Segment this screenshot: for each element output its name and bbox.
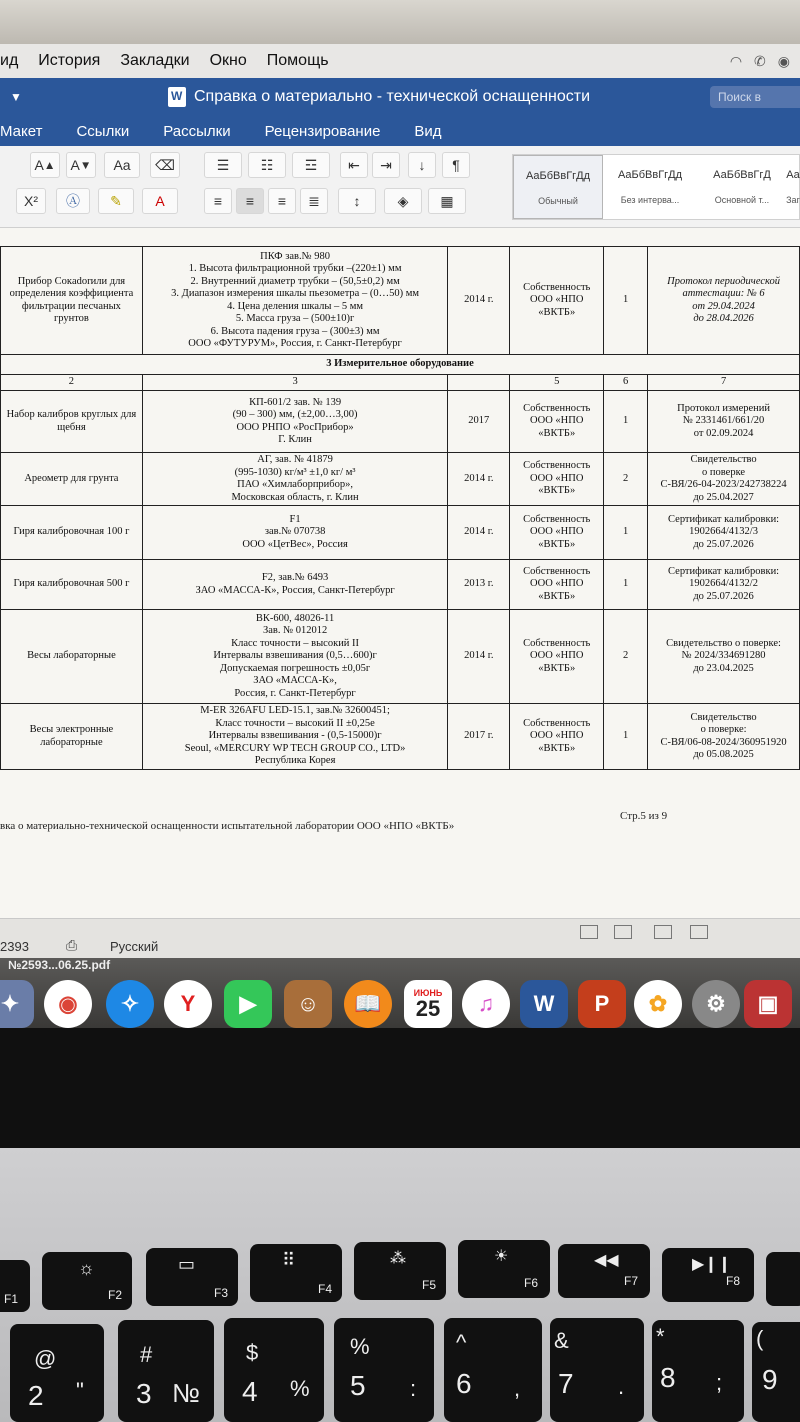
keyboard-light-up-icon: ☀	[494, 1248, 509, 1265]
text-effects-icon[interactable]: Ⓐ	[56, 188, 90, 214]
style-no-spacing[interactable]: АаБбВвГгДд Без интерва...	[617, 169, 683, 205]
key-f3[interactable]: ▭ F3	[146, 1248, 238, 1306]
grow-font-button[interactable]: A ▲	[30, 152, 60, 178]
table-cell: Сертификат калибровки: 1902664/4132/3 до 25.07.2026	[648, 506, 800, 560]
dock-file-label: №2593...06.25.pdf	[8, 958, 111, 972]
tab-references[interactable]: Ссылки	[76, 122, 130, 140]
key-3[interactable]: # 3 №	[118, 1320, 214, 1422]
table-cell: Собственность ООО «НПО «ВКТБ»	[510, 247, 604, 355]
document-page[interactable]	[0, 228, 800, 918]
table-cell: Весы электронные лабораторные	[1, 704, 143, 770]
table-cell: M-ER 326AFU LED-15.1, зав.№ 32600451; Класс точности – высокий II ±0,25е Интервалы взвешивания - (0,5-15000)г Seoul, «MERCURY WP TECH GROUP CO., LTD» Республика Корея	[142, 704, 448, 770]
chrome-icon[interactable]: ◉	[44, 980, 92, 1028]
table-cell: Протокол периодической аттестации: № 6 от 29.04.2024 до 28.04.2026	[648, 247, 800, 355]
books-icon[interactable]: 📖	[344, 980, 392, 1028]
menu-item-bookmarks[interactable]: Закладки	[120, 52, 190, 69]
table-header-cell	[448, 375, 510, 391]
word-document-icon	[168, 87, 186, 107]
macos-dock	[0, 958, 800, 1028]
table-cell: 1	[604, 704, 648, 770]
print-layout-icon[interactable]	[614, 925, 632, 939]
wifi-icon[interactable]: ◠	[729, 52, 743, 69]
key-5[interactable]: % 5 :	[334, 1318, 434, 1422]
style-body-text[interactable]: АаБбВвГгД Основной т...	[713, 169, 771, 205]
table-cell: 2017	[448, 391, 510, 453]
superscript-button[interactable]: X²	[16, 188, 46, 214]
table-cell: Свидетельство о поверке С-ВЯ/26-04-2023/242738224 до 25.04.2027	[648, 453, 800, 506]
table-cell: 1	[604, 506, 648, 560]
tab-view[interactable]: Вид	[414, 122, 442, 140]
highlight-icon[interactable]: ✎	[98, 188, 134, 214]
shading-icon[interactable]: ◈	[384, 188, 422, 214]
key-6[interactable]: ^ 6 ,	[444, 1318, 542, 1422]
table-cell: ВК-600, 48026-11 Зав. № 012012 Класс точности – высокий II Интервалы взвешивания (0,5…600)г Допускаемая погрешность ±0,05г ЗАО «МАССА-К», Россия, г. Санкт-Петербург	[142, 610, 448, 704]
page-footer: вка о материально-технической оснащенности испытательной лаборатории ООО «НПО «ВКТБ»	[0, 820, 455, 832]
line-spacing-icon[interactable]: ↕	[338, 188, 376, 214]
key-f4[interactable]: ⠿ F4	[250, 1244, 342, 1302]
style-normal[interactable]: АаБбВвГгДд Обычный	[513, 155, 603, 219]
table-cell: 2017 г.	[448, 704, 510, 770]
facetime-icon[interactable]: ▶	[224, 980, 272, 1028]
table-cell: F2, зав.№ 6493 ЗАО «МАССА-К», Россия, Санкт-Петербург	[142, 560, 448, 610]
macos-menubar	[0, 44, 800, 78]
proofing-icon[interactable]: ⎙	[66, 937, 78, 953]
word-statusbar	[0, 918, 800, 958]
table-cell: 1	[604, 247, 648, 355]
powerpoint-icon[interactable]: P	[578, 980, 626, 1028]
calendar-icon[interactable]: ИЮНЬ 25	[404, 980, 452, 1028]
key-f6[interactable]: ☀ F6	[458, 1240, 550, 1298]
table-cell: Собственность ООО «НПО «ВКТБ»	[510, 610, 604, 704]
key-8[interactable]: * 8 ;	[652, 1320, 744, 1422]
table-cell: Свидетельство о поверке: № 2024/334691280 до 23.04.2025	[648, 610, 800, 704]
table-row	[1, 247, 800, 355]
table-cell: Собственность ООО «НПО «ВКТБ»	[510, 560, 604, 610]
change-case-button[interactable]: Aa	[104, 152, 140, 178]
table-header-cell: 3	[142, 375, 448, 391]
table-row	[1, 355, 800, 375]
key-7[interactable]: & 7 .	[550, 1318, 644, 1422]
page-number: Стр.5 из 9	[620, 810, 668, 822]
table-cell: 2	[604, 453, 648, 506]
table-row	[1, 610, 800, 704]
laptop-bezel	[0, 1028, 800, 1148]
table-cell: Весы лабораторные	[1, 610, 143, 704]
equipment-table	[0, 246, 800, 770]
section-title: 3 Измерительное оборудование	[1, 355, 800, 375]
table-header-cell: 7	[648, 375, 800, 391]
justify-icon[interactable]: ≣	[300, 188, 328, 214]
table-cell: 1	[604, 560, 648, 610]
brightness-up-icon: ☼	[78, 1258, 95, 1278]
styles-gallery	[512, 154, 800, 220]
safari-icon[interactable]: ✧	[106, 980, 154, 1028]
laptop-keyboard-deck	[0, 1148, 800, 1422]
table-cell: КП-601/2 зав. № 139 (90 – 300) мм, (±2,00…3,00) ООО РНПО «РосПрибор» Г. Клин	[142, 391, 448, 453]
table-cell: Протокол измерений № 2331461/661/20 от 02.09.2024	[648, 391, 800, 453]
table-header-cell: 6	[604, 375, 648, 391]
key-f8[interactable]: ▶❙❙ F8	[662, 1248, 754, 1302]
table-cell: Сертификат калибровки: 1902664/4132/2 до 25.07.2026	[648, 560, 800, 610]
key-f1[interactable]: F1	[0, 1260, 30, 1312]
key-4[interactable]: $ 4 %	[224, 1318, 324, 1422]
clear-formatting-icon[interactable]: ⌫	[150, 152, 180, 178]
table-cell: Собственность ООО «НПО «ВКТБ»	[510, 704, 604, 770]
word-count[interactable]: 2393	[0, 939, 29, 954]
increase-indent-icon[interactable]: ⇥	[372, 152, 400, 178]
background-paper	[0, 0, 800, 44]
table-row	[1, 506, 800, 560]
launchpad-icon: ⠿	[282, 1250, 296, 1270]
photos-icon[interactable]: ✿	[634, 980, 682, 1028]
table-cell: Собственность ООО «НПО «ВКТБ»	[510, 506, 604, 560]
ribbon-toolbar	[0, 146, 800, 228]
table-cell: ПКФ зав.№ 980 1. Высота фильтрационной трубки –(220±1) мм 2. Внутренний диаметр трубки – (50,5±0,2) мм 3. Диапазон измерения шкалы пьезометра – (0…50) мм 4. Цена деления шкалы – 5 мм 5. Масса груза – (500±10)г 6. Высота падения груза – (300±3) мм ООО «ФУТУРУМ», Россия, г. Санкт-Петербург	[142, 247, 448, 355]
align-center-icon[interactable]: ≡	[236, 188, 264, 214]
table-cell: Ареометр для грунта	[1, 453, 143, 506]
table-cell: Набор калибров круглых для щебня	[1, 391, 143, 453]
align-left-icon[interactable]: ≡	[204, 188, 232, 214]
tab-review[interactable]: Рецензирование	[264, 122, 381, 140]
play-pause-icon: ▶❙❙	[692, 1256, 732, 1273]
focus-view-icon[interactable]	[580, 925, 598, 939]
chevron-down-icon[interactable]: ▼	[10, 90, 22, 104]
contacts-icon[interactable]: ☺	[284, 980, 332, 1028]
keyboard-light-down-icon: ⁂	[390, 1250, 406, 1267]
key-f9[interactable]	[766, 1252, 800, 1306]
table-row	[1, 453, 800, 506]
style-heading[interactable]: Аа Заг	[786, 169, 800, 205]
web-layout-icon[interactable]	[690, 925, 708, 939]
table-cell: Собственность ООО «НПО «ВКТБ»	[510, 453, 604, 506]
menu-item-window[interactable]: Окно	[209, 52, 247, 69]
user-icon[interactable]: ◉	[777, 52, 790, 69]
table-row	[1, 560, 800, 610]
dock-app-photos-icon[interactable]: ✦	[0, 980, 34, 1028]
music-icon[interactable]: ♫	[462, 980, 510, 1028]
menu-item-help[interactable]: Помощь	[266, 52, 329, 69]
borders-icon[interactable]: ▦	[428, 188, 466, 214]
table-cell: Гиря калибровочная 100 г	[1, 506, 143, 560]
table-cell: 2014 г.	[448, 506, 510, 560]
bullets-icon[interactable]: ☰	[204, 152, 242, 178]
menu-item-partial[interactable]: ид	[0, 52, 19, 69]
document-title: Справка о материально - технической оснащенности	[194, 88, 591, 105]
table-cell: 2	[604, 610, 648, 704]
menubar-status-icons	[730, 53, 800, 70]
paragraph-mark-icon[interactable]: ¶	[442, 152, 470, 178]
key-9[interactable]: ( 9	[752, 1322, 800, 1422]
table-header-cell: 2	[1, 375, 143, 391]
table-cell: 2014 г.	[448, 610, 510, 704]
key-f2[interactable]: ☼ F2	[42, 1252, 132, 1310]
table-cell: 2013 г.	[448, 560, 510, 610]
table-row	[1, 704, 800, 770]
tab-layout[interactable]: Макет	[0, 122, 43, 140]
key-f7[interactable]: ◀◀ F7	[558, 1244, 650, 1298]
system-preferences-icon[interactable]: ⚙	[692, 980, 740, 1028]
table-cell: Свидетельство о поверке: С-ВЯ/06-08-2024/360951920 до 05.08.2025	[648, 704, 800, 770]
mission-control-icon: ▭	[178, 1254, 196, 1274]
table-cell: 2014 г.	[448, 247, 510, 355]
outline-view-icon[interactable]	[654, 925, 672, 939]
search-input[interactable]: Поиск в	[710, 86, 800, 108]
key-2[interactable]: @ 2 "	[10, 1324, 104, 1422]
tab-mailings[interactable]: Рассылки	[163, 122, 231, 140]
table-cell: Прибор Сокadorили для определения коэффициента фильтрации песчаных грунтов	[1, 247, 143, 355]
table-cell: Гиря калибровочная 500 г	[1, 560, 143, 610]
menu-item-history[interactable]: История	[38, 52, 101, 69]
decrease-indent-icon[interactable]: ⇤	[340, 152, 368, 178]
photo-booth-icon[interactable]: ▣	[744, 980, 792, 1028]
sort-icon[interactable]: ↓	[408, 152, 436, 178]
table-header-row	[1, 375, 800, 391]
shrink-font-button[interactable]: A ▼	[66, 152, 96, 178]
numbering-icon[interactable]: ☷	[248, 152, 286, 178]
font-color-icon[interactable]: A	[142, 188, 178, 214]
rewind-icon: ◀◀	[594, 1252, 619, 1269]
yandex-icon[interactable]: Y	[164, 980, 212, 1028]
table-row	[1, 391, 800, 453]
word-icon[interactable]: W	[520, 980, 568, 1028]
table-cell: 1	[604, 391, 648, 453]
ribbon-tabs	[0, 116, 800, 146]
table-cell: АГ, зав. № 41879 (995-1030) кг/м³ ±1,0 кг/ м³ ПАО «Химлаборприбор», Московская область, г. Клин	[142, 453, 448, 506]
key-f5[interactable]: ⁂ F5	[354, 1242, 446, 1300]
word-titlebar	[0, 78, 800, 116]
table-cell: F1 зав.№ 070738 ООО «ЦетВес», Россия	[142, 506, 448, 560]
phone-icon[interactable]: ✆	[754, 52, 766, 69]
language-indicator[interactable]: Русский	[110, 939, 159, 954]
align-right-icon[interactable]: ≡	[268, 188, 296, 214]
multilevel-list-icon[interactable]: ☲	[292, 152, 330, 178]
table-cell: Собственность ООО «НПО «ВКТБ»	[510, 391, 604, 453]
table-header-cell: 5	[510, 375, 604, 391]
table-cell: 2014 г.	[448, 453, 510, 506]
